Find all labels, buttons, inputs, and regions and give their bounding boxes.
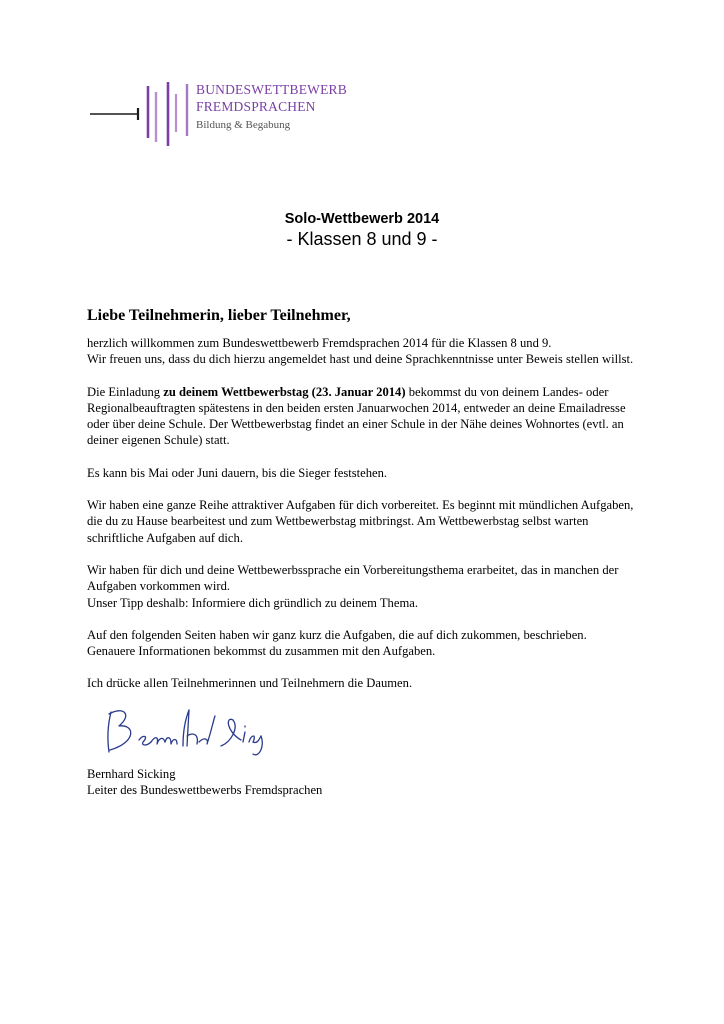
paragraph-welcome [87,335,647,368]
paragraph-following-pages-line-1: Auf den folgenden Seiten haben wir ganz kurz die Aufgaben, die auf dich zukommen, beschrieben. [87,627,587,642]
paragraph-topic [87,562,647,611]
paragraph-results: Es kann bis Mai oder Juni dauern, bis die Sieger feststehen. [87,465,388,480]
paragraph-following-pages-line-2: Genauere Informationen bekommst du zusammen mit den Aufgaben. [87,644,436,659]
paragraph-topic-line-1: Wir haben für dich und deine Wettbewerbssprache ein Vorbereitungsthema erarbeitet, das in manchen der Aufgaben vorkommen wird. [87,562,619,594]
logo [88,80,388,150]
logo-line-1: BUNDESWETTBEWERB [196,82,347,97]
invitation-text-start: Die Einladung [87,384,164,399]
paragraph-following-pages [87,627,647,660]
document-title: Solo-Wettbewerb 2014 [284,211,440,227]
logo-line-2: FREMDSPRACHEN [196,99,316,114]
handwritten-signature [93,702,268,760]
letter-body [87,306,647,708]
document-heading [0,210,724,250]
logo-text [196,81,347,131]
closing-block [87,766,322,799]
paragraph-tasks: Wir haben eine ganze Reihe attraktiver Aufgaben für dich vorbereitet. Es beginnt mit mündlichen Aufgaben, die du zu Hause bearbeitest und zum Wettbewerbstag mitbringst. Am Wettbewerbstag selbst warten schriftliche Aufgaben auf dich. [87,498,634,545]
logo-tagline: Bildung & Begabung [196,119,291,131]
invitation-date-highlight: zu deinem Wettbewerbstag (23. Januar 2014) [163,384,406,399]
paragraph-topic-line-2: Unser Tipp deshalb: Informiere dich gründlich zu deinem Thema. [87,595,418,610]
paragraph-good-luck: Ich drücke allen Teilnehmerinnen und Teilnehmern die Daumen. [87,676,413,691]
paragraph-welcome-line-1: herzlich willkommen zum Bundeswettbewerb Fremdsprachen 2014 für die Klassen 8 und 9. [87,336,552,350]
sender-role: Leiter des Bundeswettbewerbs Fremdsprachen [87,783,323,798]
invitation-text-end: bekommst du von deinem Landes- oder Regionalbeauftragten spätestens in den beiden ersten Januarwochen 2014, entweder an deine Emailadresse oder über deine Schule. Der Wettbewerbstag findet an einer Schule in der Nähe deines Wohnortes (evtl. an deiner eigenen Schule) statt. [87,384,626,448]
paragraph-invitation [87,384,647,449]
sender-name: Bernhard Sicking [87,767,176,781]
logo-bars-icon [88,80,192,150]
salutation: Liebe Teilnehmerin, lieber Teilnehmer, [87,307,351,324]
paragraph-welcome-line-2: Wir freuen uns, dass du dich hierzu angemeldet hast und deine Sprachkenntnisse unter Beweis stellen willst. [87,352,634,367]
document-subtitle: - Klassen 8 und 9 - [286,229,438,249]
